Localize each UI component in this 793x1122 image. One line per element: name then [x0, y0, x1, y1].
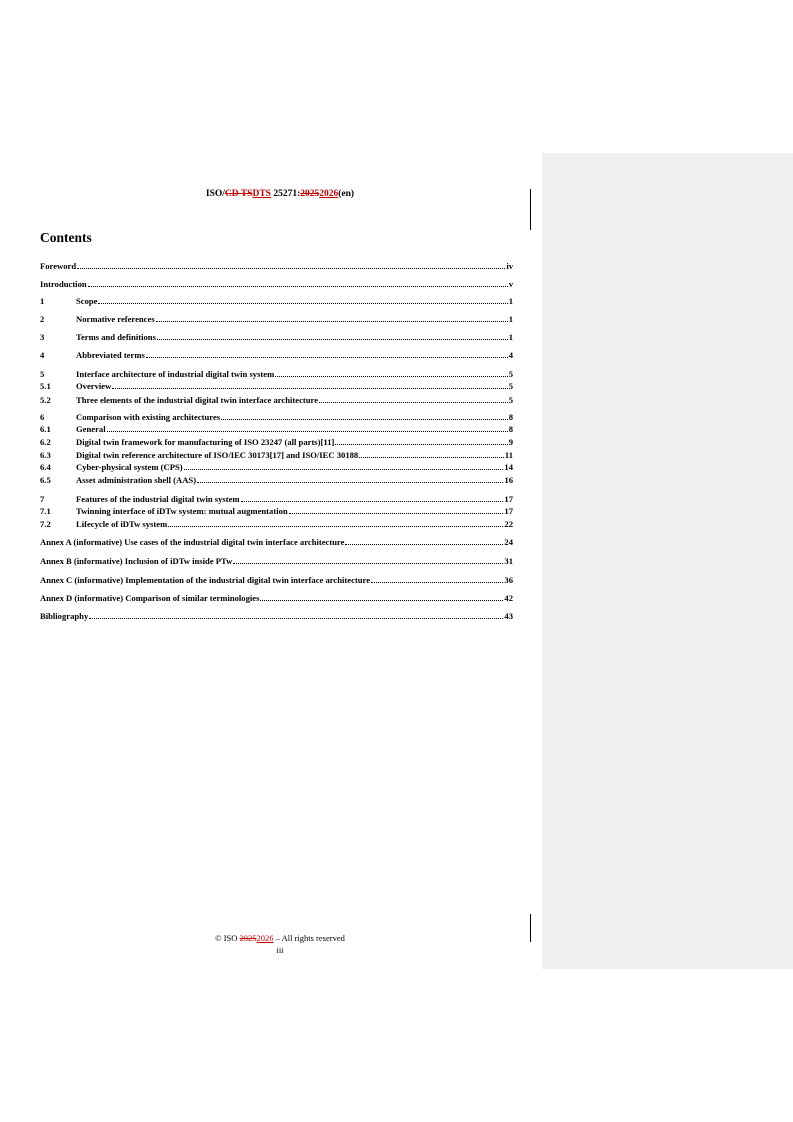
toc-entry[interactable]: [40, 332, 513, 343]
toc-entry-title: Annex A (informative) Use cases of the industrial digital twin interface architecture: [40, 537, 345, 547]
toc-entry-title: Interface architecture of industrial digital twin system: [76, 369, 275, 379]
toc-entry-number: 5.1: [40, 381, 51, 391]
toc-entry-page: 14: [504, 462, 513, 472]
copyright-deleted-year: 2025: [239, 933, 257, 943]
toc-entry[interactable]: [40, 519, 513, 530]
toc-dot-leader: [88, 279, 508, 287]
toc-entry[interactable]: [40, 296, 513, 307]
header-deleted-year: 2025: [300, 189, 320, 199]
document-header: [40, 189, 520, 199]
toc-entry-number: 5: [40, 369, 45, 379]
change-bar-top: [530, 189, 531, 230]
toc-entry-title: Annex D (informative) Comparison of similar terminologies: [40, 593, 260, 603]
toc-entry-page: 16: [504, 475, 513, 485]
toc-dot-leader: [184, 462, 504, 470]
toc-entry-page: 1: [508, 332, 513, 342]
toc-entry-title: Annex C (informative) Implementation of the industrial digital twin interface architecture: [40, 575, 371, 585]
copyright-line: [40, 932, 520, 944]
toc-entry-number: 6.4: [40, 462, 51, 472]
toc-entry[interactable]: [40, 350, 513, 361]
toc-entry[interactable]: [40, 279, 513, 290]
toc-dot-leader: [107, 424, 508, 432]
toc-entry-number: 6.1: [40, 424, 51, 434]
header-prefix: ISO/: [205, 189, 225, 199]
copyright-suffix: – All rights reserved: [273, 933, 345, 943]
toc-entry-number: 7.1: [40, 506, 51, 516]
toc-dot-leader: [221, 412, 508, 420]
toc-entry[interactable]: [40, 261, 513, 272]
toc-dot-leader: [98, 296, 507, 304]
toc-entry-title: Twinning interface of iDTw system: mutual augmentation: [76, 506, 288, 516]
toc-entry-title: Annex B (informative) Inclusion of iDTw inside PTw: [40, 556, 233, 566]
toc-entry[interactable]: [40, 369, 513, 380]
change-bar-bottom: [530, 914, 531, 942]
toc-entry-title: Normative references: [76, 314, 155, 324]
toc-entry[interactable]: [40, 475, 513, 486]
toc-entry[interactable]: [40, 494, 513, 505]
toc-entry-page: v: [508, 279, 513, 289]
toc-entry-title: Comparison with existing architectures: [76, 412, 221, 422]
toc-entry-title: Foreword: [40, 261, 77, 271]
toc-dot-leader: [197, 475, 503, 483]
toc-entry-page: 9: [508, 437, 513, 447]
toc-entry-page: 43: [504, 611, 513, 621]
toc-entry-title: Cyber-physical system (CPS): [76, 462, 183, 472]
toc-dot-leader: [157, 332, 508, 340]
toc-entry-title: Introduction: [40, 279, 87, 289]
toc-entry[interactable]: [40, 437, 513, 448]
toc-dot-leader: [359, 450, 504, 458]
toc-entry[interactable]: [40, 395, 513, 406]
toc-entry-title: Three elements of the industrial digital twin interface architecture: [76, 395, 319, 405]
toc-entry-page: 5: [508, 395, 513, 405]
toc-dot-leader: [89, 611, 503, 619]
header-number: 25271:: [270, 189, 301, 199]
toc-entry-number: 5.2: [40, 395, 51, 405]
toc-entry-title: Overview: [76, 381, 112, 391]
toc-entry-number: 6.3: [40, 450, 51, 460]
toc-entry-title: Bibliography: [40, 611, 89, 621]
toc-entry[interactable]: [40, 381, 513, 392]
toc-entry-title: Asset administration shell (AAS): [76, 475, 197, 485]
toc-dot-leader: [319, 395, 508, 403]
toc-entry-page: iv: [506, 261, 513, 271]
toc-entry-title: Digital twin framework for manufacturing of ISO 23247 (all parts)[11]: [76, 437, 335, 447]
toc-dot-leader: [156, 314, 508, 322]
toc-entry-title: Digital twin reference architecture of ISO/IEC 30173[17] and ISO/IEC 30188: [76, 450, 359, 460]
toc-entry-page: 42: [504, 593, 513, 603]
toc-dot-leader: [289, 506, 504, 514]
toc-entry-page: 17: [504, 494, 513, 504]
toc-entry-page: 5: [508, 369, 513, 379]
toc-entry-page: 11: [504, 450, 513, 460]
toc-entry[interactable]: [40, 412, 513, 423]
toc-entry-page: 36: [504, 575, 513, 585]
toc-entry[interactable]: [40, 556, 513, 567]
toc-entry-number: 3: [40, 332, 45, 342]
toc-dot-leader: [233, 556, 503, 564]
toc-entry-number: 6: [40, 412, 45, 422]
toc-entry-page: 1: [508, 296, 513, 306]
toc-entry-page: 5: [508, 381, 513, 391]
toc-entry[interactable]: [40, 506, 513, 517]
toc-entry[interactable]: [40, 537, 513, 548]
toc-entry-title: Lifecycle of iDTw system: [76, 519, 168, 529]
toc-dot-leader: [371, 575, 503, 583]
toc-entry-number: 1: [40, 296, 45, 306]
toc-entry[interactable]: [40, 450, 513, 461]
copyright-prefix: © ISO: [215, 933, 240, 943]
toc-dot-leader: [146, 350, 508, 358]
toc-dot-leader: [112, 381, 507, 389]
toc-dot-leader: [345, 537, 503, 545]
contents-title: Contents: [40, 230, 92, 245]
toc-entry-page: 22: [504, 519, 513, 529]
toc-entry[interactable]: [40, 593, 513, 604]
comment-pane: [542, 153, 793, 969]
header-inserted-type: DTS: [252, 189, 271, 199]
toc-entry-title: Abbreviated terms: [76, 350, 145, 360]
toc-entry-number: 7.2: [40, 519, 51, 529]
toc-entry-title: Terms and definitions: [76, 332, 156, 342]
toc-dot-leader: [168, 519, 503, 527]
toc-entry-page: 31: [504, 556, 513, 566]
toc-entry[interactable]: [40, 424, 513, 435]
header-suffix: (en): [338, 189, 355, 199]
toc-dot-leader: [241, 494, 504, 502]
toc-entry-page: 4: [508, 350, 513, 360]
header-deleted-type: CD TS: [224, 189, 253, 199]
toc-entry[interactable]: [40, 314, 513, 325]
toc-dot-leader: [275, 369, 507, 377]
copyright-inserted-year: 2026: [256, 933, 274, 943]
toc-entry-page: 24: [504, 537, 513, 547]
toc-entry-page: 8: [508, 424, 513, 434]
toc-entry[interactable]: [40, 462, 513, 473]
toc-entry[interactable]: [40, 575, 513, 586]
toc-entry-title: Scope: [76, 296, 98, 306]
toc-entry[interactable]: [40, 611, 513, 622]
toc-entry-page: 17: [504, 506, 513, 516]
toc-entry-title: General: [76, 424, 106, 434]
page-footer: [40, 932, 520, 956]
toc-entry-number: 6.5: [40, 475, 51, 485]
header-inserted-year: 2026: [319, 189, 339, 199]
toc-dot-leader: [260, 593, 503, 601]
toc-dot-leader: [77, 261, 505, 269]
toc-entry-page: 8: [508, 412, 513, 422]
toc-entry-page: 1: [508, 314, 513, 324]
toc-entry-number: 4: [40, 350, 45, 360]
toc-entry-number: 7: [40, 494, 45, 504]
toc-entry-number: 6.2: [40, 437, 51, 447]
page-number: iii: [276, 945, 284, 955]
toc-entry-title: Features of the industrial digital twin system: [76, 494, 240, 504]
toc-dot-leader: [335, 437, 507, 445]
toc-entry-number: 2: [40, 314, 45, 324]
